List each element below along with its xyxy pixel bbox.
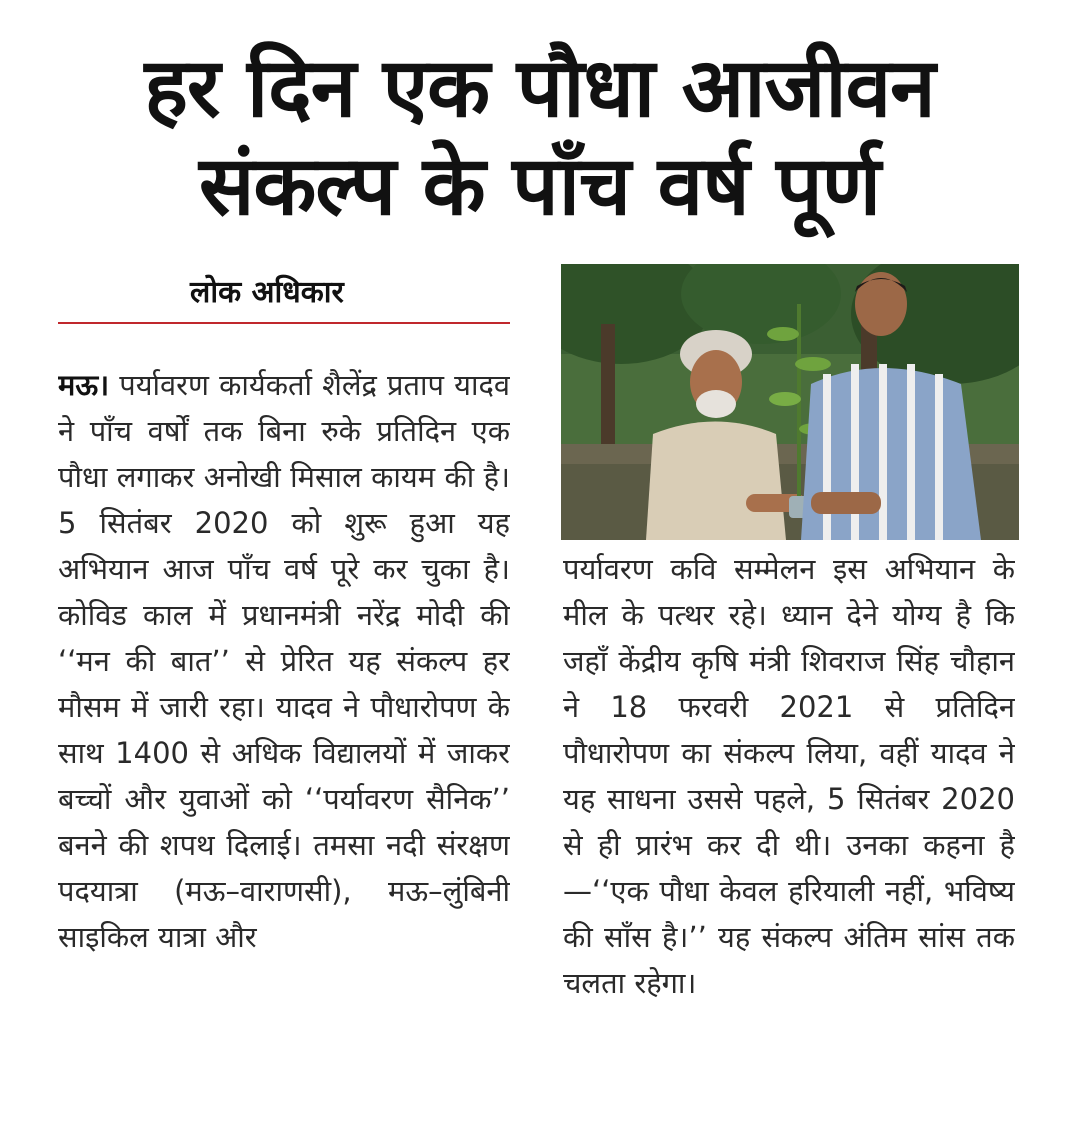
headline — [0, 40, 1079, 236]
news-photo — [561, 264, 1019, 540]
headline-line-1: हर दिन एक पौधा आजीवन — [144, 41, 935, 136]
dateline: मऊ। — [58, 368, 110, 402]
article-column-2 — [563, 546, 1015, 1106]
column-1-text: पर्यावरण कार्यकर्ता शैलेंद्र प्रताप यादव ने पाँच वर्षों तक बिना रुके प्रतिदिन एक पौधा लगाकर अनोखी मिसाल कायम की है। 5 सितंबर 2020 को शुरू हुआ यह अभियान आज पाँच वर्ष पूरे कर चुका है। कोविड काल में प्रधानमंत्री नरेंद्र मोदी की ‘‘मन की बात’’ से प्रेरित यह संकल्प हर मौसम में जारी रहा। यादव ने पौधारोपण के साथ 1400 से अधिक विद्यालयों में जाकर बच्चों और युवाओं को ‘‘पर्यावरण सैनिक’’ बनने की शपथ दिलाई। तमसा नदी संरक्षण पदयात्रा (मऊ–वाराणसी), मऊ–लुंबिनी साइकिल यात्रा और — [58, 368, 510, 954]
headline-line-2: संकल्प के पाँच वर्ष पूर्ण — [198, 139, 881, 234]
article-column-1 — [58, 362, 510, 1122]
byline-rule — [58, 322, 510, 324]
column-2-text: पर्यावरण कवि सम्मेलन इस अभियान के मील के पत्थर रहे। ध्यान देने योग्य है कि जहाँ केंद्रीय कृषि मंत्री शिवराज सिंह चौहान ने 18 फरवरी 2021 से प्रतिदिन पौधारोपण का संकल्प लिया, वहीं यादव ने यह साधना उससे पहले, 5 सितंबर 2020 से ही प्रारंभ कर दी थी। उनका कहना है—‘‘एक पौधा केवल हरियाली नहीं, भविष्य की साँस है।’’ यह संकल्प अंतिम सांस तक चलता रहेगा। — [563, 552, 1015, 1000]
byline: लोक अधिकार — [190, 275, 344, 310]
photo-illustration — [561, 264, 1019, 540]
